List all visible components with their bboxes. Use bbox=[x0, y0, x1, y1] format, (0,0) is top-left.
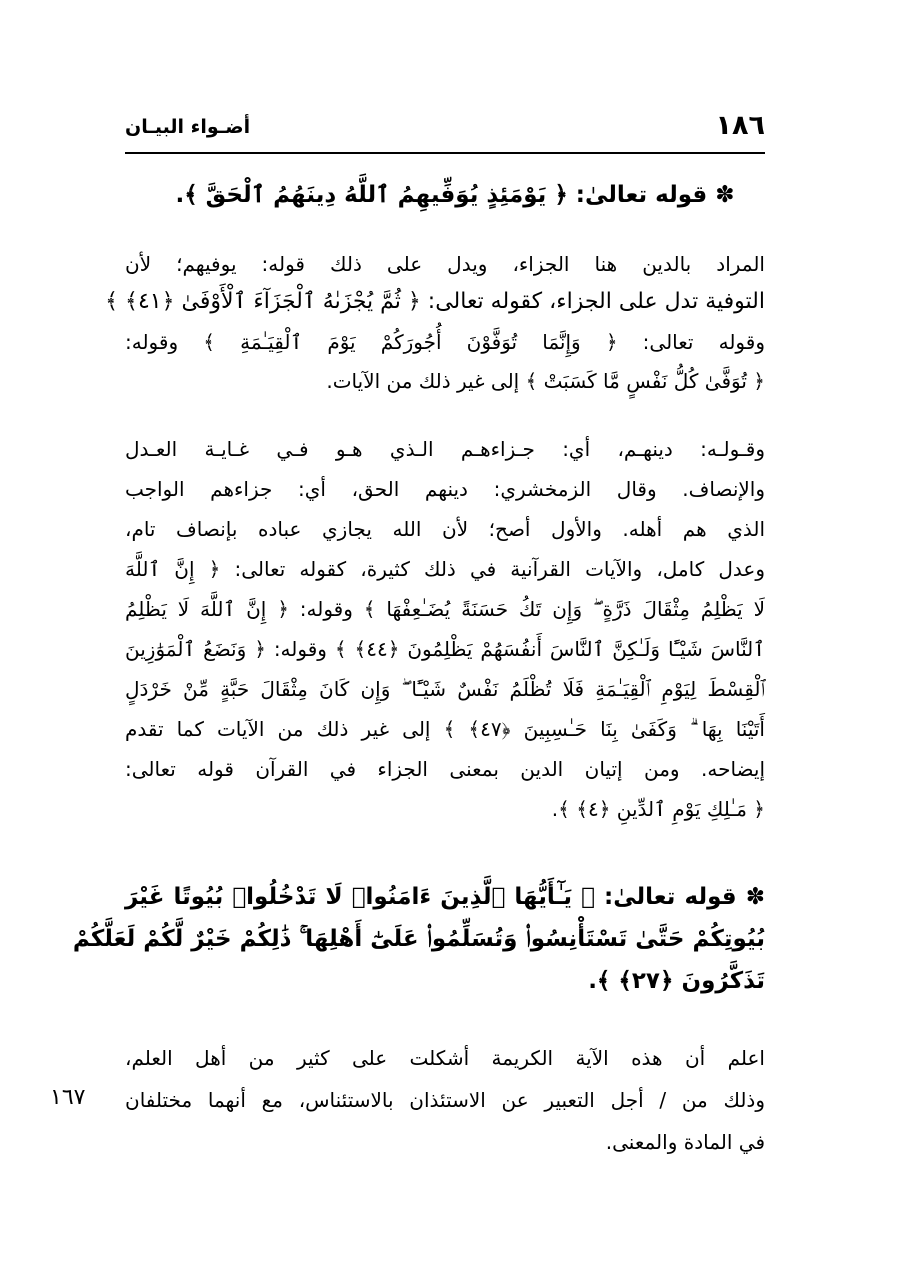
paragraph-line: وقوله تعالى: ﴿ وَإِنَّمَا تُوَفَّوْنَ أُجُورَكُمْ يَوْمَ ٱلْقِيَـٰمَةِ ﴾ وقوله: bbox=[125, 330, 765, 354]
paragraph-line: والإنصاف. وقال الزمخشري: دينهم الحق، أي: جزاءهم الواجب bbox=[125, 477, 765, 501]
paragraph-line: اعلم أن هذه الآية الكريمة أشكلت على كثير من أهل العلم، bbox=[125, 1046, 765, 1070]
paragraph-line: ٱلْقِسْطَ لِيَوْمِ ٱلْقِيَـٰمَةِ فَلَا تُظْلَمُ نَفْسٌ شَيْـًٔا ۖ وَإِن كَانَ مِثْقَالَ حَبَّةٍ مِّنْ خَرْدَلٍ bbox=[125, 677, 765, 701]
paragraph-line: وقـولـه: دينهـم، أي: جـزاءهـم الـذي هـو فـي غـايـة العـدل bbox=[125, 437, 765, 461]
margin-page-reference: ١٦٧ bbox=[50, 1085, 86, 1110]
page-header bbox=[125, 110, 765, 148]
paragraph-line: التوفية تدل على الجزاء، كقوله تعالى: ﴿ ثُمَّ يُجْزَىٰهُ ٱلْجَزَآءَ ٱلْأَوْفَىٰ ﴿٤١﴾ ﴾ bbox=[105, 289, 765, 314]
paragraph-line: المراد بالدين هنا الجزاء، ويدل على ذلك قوله: يوفيهم؛ لأن bbox=[125, 252, 765, 276]
paragraph-line: ٱلنَّاسَ شَيْـًٔا وَلَـٰكِنَّ ٱلنَّاسَ أَنفُسَهُمْ يَظْلِمُونَ ﴿٤٤﴾ ﴾ وقوله: ﴿ وَنَضَعُ ٱلْمَوَٰزِينَ bbox=[125, 637, 765, 661]
paragraph-line: ﴿ تُوَفَّىٰ كُلُّ نَفْسٍ مَّا كَسَبَتْ ﴾ إلى غير ذلك من الآيات. bbox=[326, 369, 765, 393]
running-title: أضـواء البيـان bbox=[125, 116, 251, 138]
paragraph-line: إيضاحه. ومن إتيان الدين بمعنى الجزاء في القرآن قوله تعالى: bbox=[125, 757, 765, 781]
heading-verse-2: ✽ قوله تعالىٰ: ﴿ يَـٰٓأَيُّهَا ٱلَّذِينَ ءَامَنُوا۟ لَا تَدْخُلُوا۟ بُيُوتًا غَيْرَ bbox=[125, 884, 765, 910]
page-number: ١٨٦ bbox=[715, 110, 765, 141]
paragraph-line: وذلك من / أجل التعبير عن الاستئذان بالاستئناس، مع أنهما مختلفان bbox=[125, 1088, 765, 1112]
paragraph-line: ﴿ مَـٰلِكِ يَوْمِ ٱلدِّينِ ﴿٤﴾ ﴾. bbox=[551, 797, 765, 821]
heading-verse-1: ✽ قوله تعالىٰ: ﴿ يَوْمَئِذٍ يُوَفِّيهِمُ ٱللَّهُ دِينَهُمُ ٱلْحَقَّ ﴾. bbox=[175, 182, 735, 208]
heading-verse-2-cont: تَذَكَّرُونَ ﴿٢٧﴾ ﴾. bbox=[588, 968, 765, 994]
paragraph-line: وعدل كامل، والآيات القرآنية في ذلك كثيرة، كقوله تعالى: ﴿ إِنَّ ٱللَّهَ bbox=[125, 557, 765, 581]
paragraph-line: في المادة والمعنى. bbox=[605, 1130, 765, 1154]
heading-verse-2-cont: بُيُوتِكُمْ حَتَّىٰ تَسْتَأْنِسُوا۟ وَتُسَلِّمُوا۟ عَلَىٰٓ أَهْلِهَا ۚ ذَٰلِكُمْ خَيْرٌ لَّكُمْ لَعَلَّكُمْ bbox=[72, 926, 765, 952]
paragraph-line: أَتَيْنَا بِهَا ۗ وَكَفَىٰ بِنَا حَـٰسِبِينَ ﴿٤٧﴾ ﴾ إلى غير ذلك من الآيات كما تقدم bbox=[125, 717, 765, 741]
paragraph-line: الذي هم أهله. والأول أصح؛ لأن الله يجازي عباده بإنصاف تام، bbox=[125, 517, 765, 541]
header-rule bbox=[125, 152, 765, 154]
paragraph-line: لَا يَظْلِمُ مِثْقَالَ ذَرَّةٍ ۖ وَإِن تَكُ حَسَنَةً يُضَـٰعِفْهَا ﴾ وقوله: ﴿ إِنَّ ٱللَّهَ لَا يَظْلِمُ bbox=[125, 597, 765, 621]
